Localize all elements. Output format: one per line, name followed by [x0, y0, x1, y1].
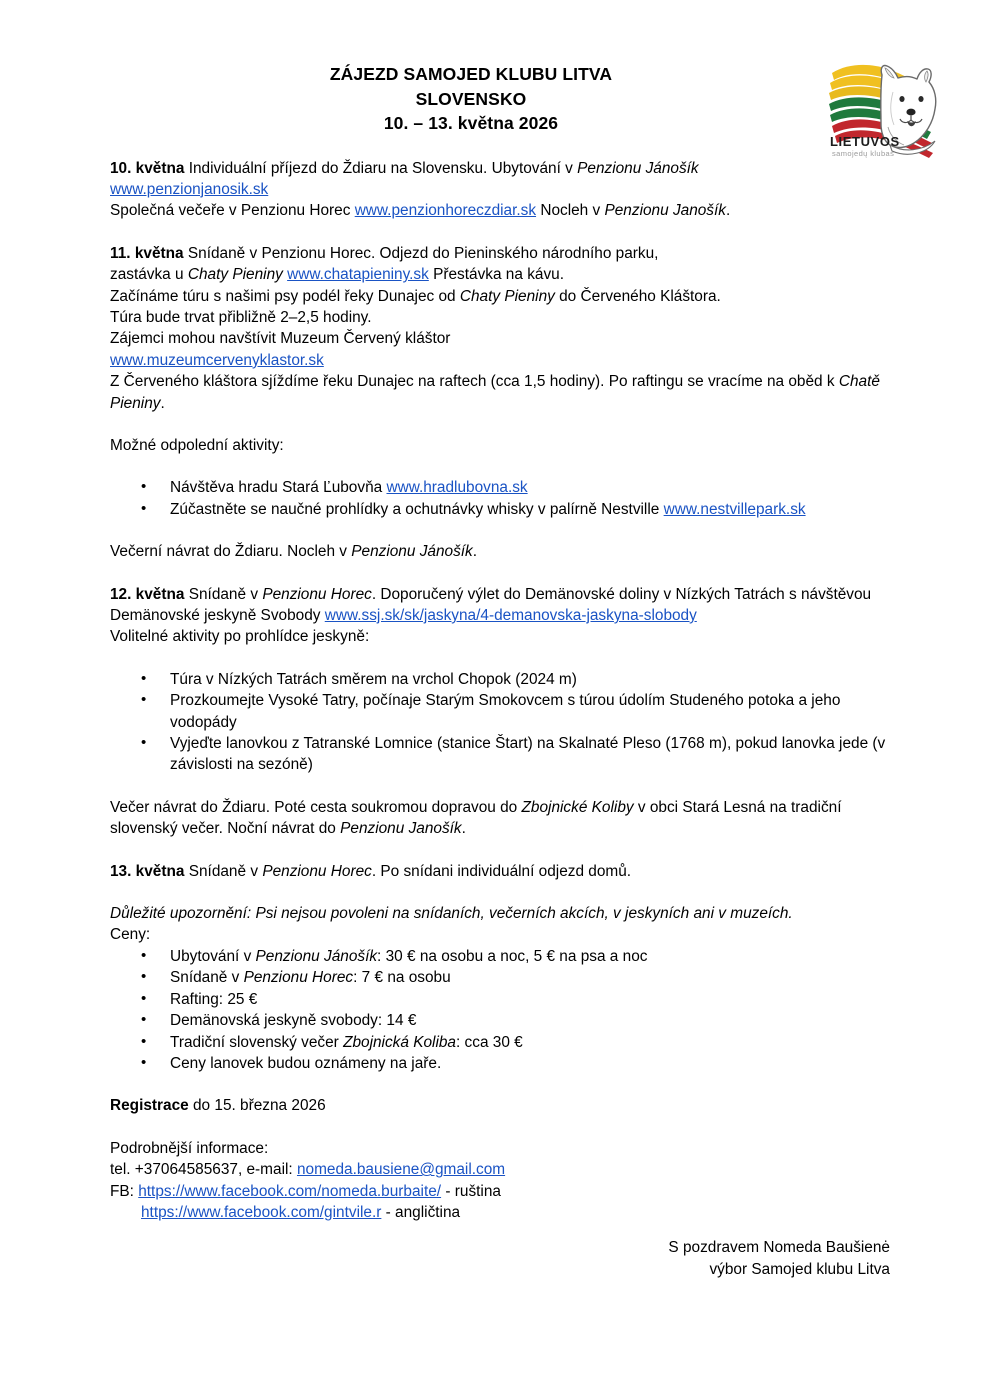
day3-closing-a: Večer návrat do Ždiaru. Poté cesta soukromou dopravou do — [110, 798, 522, 816]
spacer — [110, 1117, 890, 1138]
afternoon-item-1-text: Návštěva hradu Stará Ľubovňa — [170, 479, 387, 497]
samoyed-club-logo — [818, 57, 946, 161]
price-4-after: : cca 30 € — [456, 1033, 523, 1051]
link-hradlubovna[interactable]: www.hradlubovna.sk — [386, 479, 528, 497]
day1-paragraph — [110, 158, 890, 222]
day1-line3-b: Nocleh v — [536, 202, 605, 220]
list-item — [110, 477, 890, 498]
day1-line1-italic: Penzionu Jánošík — [577, 159, 699, 177]
day2-date-label: 11. května — [110, 244, 184, 262]
day3-line1-italic: Penzionu Horec — [262, 585, 372, 603]
spacer — [110, 456, 890, 477]
price-4-italic: Zbojnická Koliba — [343, 1033, 456, 1051]
list-item: • Prozkoumejte Vysoké Tatry, počínaje Starým Smokovcem s túrou údolím Studeného potoka a jeho vodopády — [110, 690, 890, 733]
day1-line1-rest: Individuální příjezd do Ždiaru na Slovensku. Ubytování v — [184, 159, 578, 177]
day4-date-label: 13. května — [110, 862, 185, 880]
registration-rest: do 15. března 2026 — [188, 1097, 326, 1115]
signoff-line-2: výbor Samojed klubu Litva — [709, 1260, 890, 1278]
afternoon-activity-list — [110, 477, 890, 520]
day2-line3-b: do Červeného Kláštora. — [554, 287, 721, 305]
day3-closing — [110, 797, 890, 840]
day4-line1-a: Snídaně v — [184, 862, 263, 880]
spacer — [110, 1074, 890, 1095]
day1-line3-c: . — [725, 202, 731, 220]
day3-activity-list — [110, 669, 890, 776]
link-muzeumcervenyklastor[interactable]: www.muzeumcervenyklastor.sk — [110, 351, 324, 369]
logo-name-top: LIETUVOS — [830, 134, 900, 149]
day2-line5: Zájemci mohou navštívit Muzeum Červený kláštor — [110, 330, 451, 348]
day3-line3: Volitelné aktivity po prohlídce jeskyně: — [110, 628, 370, 646]
contact-heading: Podrobnější informace: — [110, 1139, 269, 1157]
list-item: • Vyjeďte lanovkou z Tatranské Lomnice (stanice Štart) na Skalnaté Pleso (1768 m), pokud lanovka jede (v závislosti na sezóně) — [110, 733, 890, 776]
signoff-block — [0, 1237, 982, 1280]
day2-line4: Túra bude trvat přibližně 2–2,5 hodiny. — [110, 308, 372, 326]
title-line-1: ZÁJEZD SAMOJED KLUBU LITVA — [329, 64, 613, 84]
day2-line2-a: zastávka u — [110, 266, 188, 284]
price-1-before: Snídaně v — [170, 969, 244, 987]
logo-name-bottom: samojedų klubas — [832, 149, 895, 158]
price-0-before: Ubytování v — [170, 947, 256, 965]
link-email-nomeda[interactable]: nomeda.bausiene@gmail.com — [296, 1161, 506, 1179]
spacer — [110, 648, 890, 669]
day3-closing-italic-2: Penzionu Janošík — [340, 820, 462, 838]
day2-line3-a: Začínáme túru s našimi psy podél řeky Dunajec od — [110, 287, 460, 305]
link-nestvillepark[interactable]: www.nestvillepark.sk — [663, 500, 806, 518]
spacer — [110, 414, 890, 435]
prices-heading: Ceny: — [110, 926, 151, 944]
contact-phone-label: tel. +37064585637, e-mail: — [110, 1161, 297, 1179]
contact-fb-label: FB: — [110, 1182, 139, 1200]
list-item — [110, 499, 890, 520]
signoff-line-1: S pozdravem Nomeda Baušienė — [668, 1239, 890, 1257]
price-2-before: Rafting: 25 € — [170, 990, 258, 1008]
day2-line2-c: Přestávka na kávu. — [428, 266, 564, 284]
afternoon-item-2-text: Zúčastněte se naučné prohlídky a ochutnávky whisky v palírně Nestville — [170, 500, 664, 518]
spacer — [110, 840, 890, 861]
link-facebook-gintvile[interactable]: https://www.facebook.com/gintvile.r — [141, 1203, 382, 1221]
day2-paragraph — [110, 243, 890, 414]
day3-line1-a: Snídaně v — [184, 585, 263, 603]
day2-line7-italic: Chatě Pieniny — [110, 373, 880, 412]
prices-list — [110, 946, 890, 1074]
document-body — [0, 158, 982, 1224]
day3-closing-c: . — [461, 820, 466, 838]
price-0-after: : 30 € na osobu a noc, 5 € na psa a noc — [377, 947, 648, 965]
day4-paragraph — [110, 861, 890, 882]
contact-fb-note-2: - angličtina — [381, 1203, 461, 1221]
price-1-italic: Penzionu Horec — [243, 969, 354, 987]
link-chatapieniny[interactable]: www.chatapieniny.sk — [287, 266, 429, 284]
contact-block — [110, 1138, 890, 1224]
afternoon-closing-italic: Penzionu Jánošík — [351, 543, 473, 561]
day2-line1-rest: Snídaně v Penzionu Horec. Odjezd do Pieninského národního parku, — [183, 244, 659, 262]
day3-paragraph — [110, 584, 890, 648]
link-ssj-demanovska-jaskyna[interactable]: www.ssj.sk/sk/jaskyna/4-demanovska-jaskyna-slobody — [324, 607, 697, 624]
afternoon-heading: Možné odpolední aktivity: — [110, 436, 284, 454]
list-item: • Túra v Nízkých Tatrách směrem na vrchol Chopok (2024 m) — [110, 669, 890, 690]
list-item — [110, 1010, 890, 1031]
afternoon-closing-a: Večerní návrat do Ždiaru. Nocleh v — [110, 543, 352, 561]
day3-closing-italic-1: Zbojnické Koliby — [521, 798, 634, 816]
day2-line3-italic: Chaty Pieniny — [459, 287, 555, 305]
list-item — [110, 967, 890, 988]
spacer — [110, 222, 890, 243]
afternoon-closing-b: . — [472, 543, 478, 561]
link-facebook-nomeda-burbaite[interactable]: https://www.facebook.com/nomeda.burbaite/ — [138, 1182, 442, 1200]
price-4-before: Tradiční slovenský večer — [170, 1033, 344, 1051]
day3-date-label: 12. května — [110, 585, 185, 603]
day2-line7-a: Z Červeného kláštora sjíždíme řeku Dunajec na raftech (cca 1,5 hodiny). Po raftingu se vracíme na oběd k — [110, 373, 839, 391]
afternoon-closing — [110, 541, 890, 562]
day3-line1-b: . Doporučený výlet do Demänovské doliny v Nízkých Tatrách s návštěvou Demänovské jeskyně Svobody — [110, 585, 872, 624]
day3-closing-b: v obci Stará Lesná na tradiční slovenský večer. Noční návrat do — [110, 798, 842, 838]
spacer — [110, 776, 890, 797]
day4-line1-b: . Po snídani individuální odjezd domů. — [371, 862, 632, 880]
important-notice — [110, 903, 890, 946]
price-5-before: Ceny lanovek budou oznámeny na jaře. — [170, 1054, 442, 1072]
day1-line3-a: Společná večeře v Penzionu Horec — [110, 202, 355, 220]
list-item — [110, 1032, 890, 1053]
link-penzionhoreczdiar[interactable]: www.penzionhoreczdiar.sk — [354, 202, 537, 220]
list-item — [110, 989, 890, 1010]
list-item — [110, 946, 890, 967]
spacer — [110, 563, 890, 584]
day2-line2-italic: Chaty Pieniny — [187, 266, 283, 284]
document-header — [0, 0, 982, 158]
spacer — [110, 882, 890, 903]
title-line-3: 10. – 13. května 2026 — [383, 113, 559, 133]
list-item — [110, 1053, 890, 1074]
registration-line — [110, 1095, 890, 1116]
price-1-after: : 7 € na osobu — [353, 969, 451, 987]
price-3-before: Demänovská jeskyně svobody: 14 € — [170, 1012, 417, 1030]
day4-line1-italic: Penzionu Horec — [262, 862, 372, 880]
link-penzionjanosik[interactable]: www.penzionjanosik.sk — [110, 180, 269, 198]
contact-fb-note-1: - ruština — [441, 1182, 501, 1200]
registration-label: Registrace — [110, 1097, 189, 1115]
day1-line3-italic: Penzionu Janošík — [604, 202, 726, 220]
spacer — [110, 520, 890, 541]
title-line-2: SLOVENSKO — [415, 88, 527, 109]
day1-date-label: 10. května — [110, 159, 185, 177]
important-notice-text: Důležité upozornění: Psi nejsou povoleni na snídaních, večerních akcích, v jeskyních ani v muzeích. — [110, 905, 793, 923]
price-0-italic: Penzionu Jánošík — [255, 947, 378, 965]
day2-line7-b: . — [160, 394, 165, 412]
